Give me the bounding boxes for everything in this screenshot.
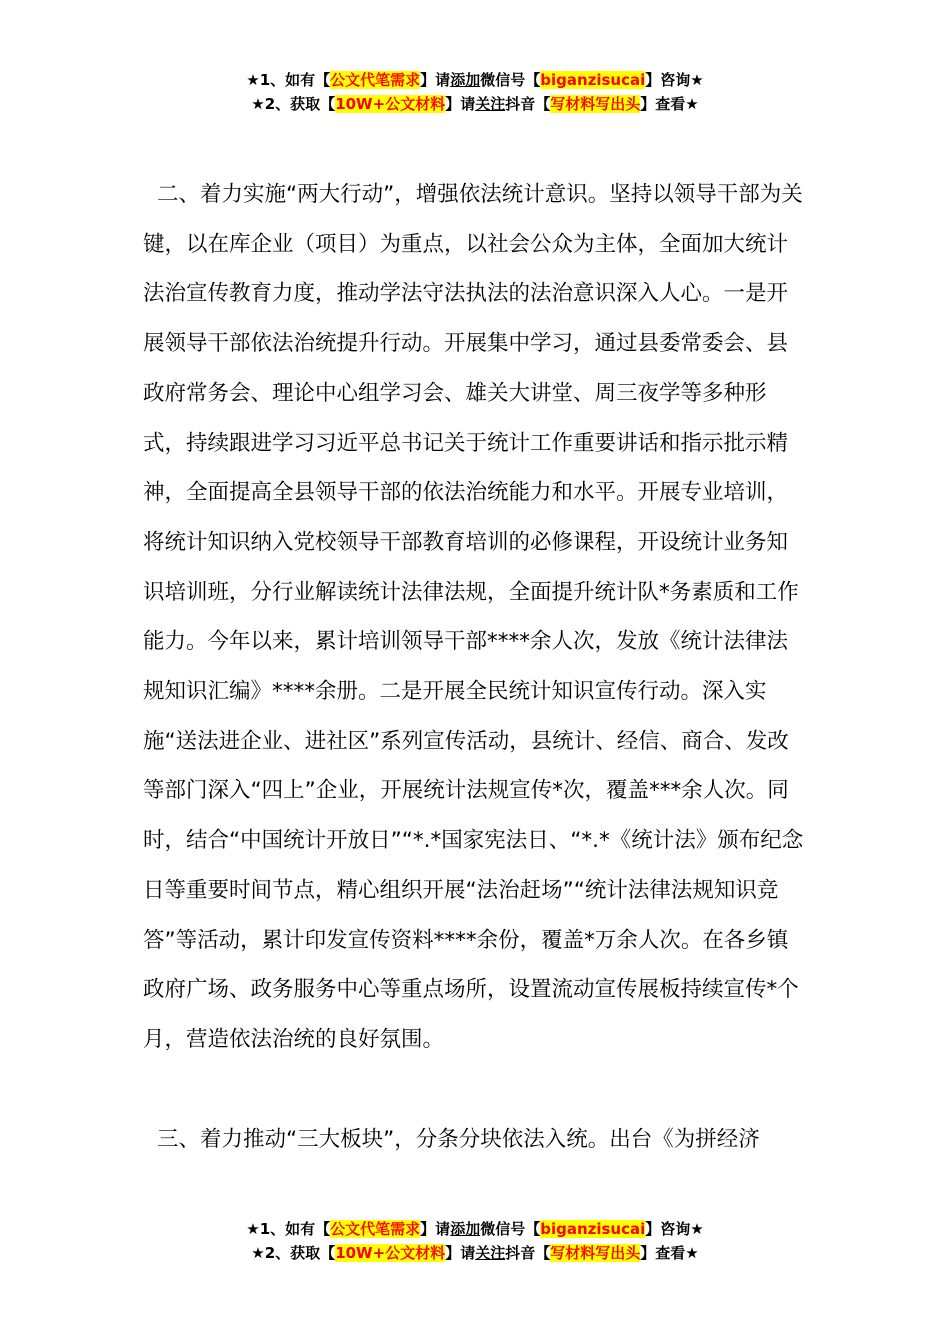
banner-text: 抖音【 xyxy=(505,95,551,113)
banner-line-1 xyxy=(0,68,950,92)
banner-highlight-materials: 10W+公文材料 xyxy=(335,1244,446,1262)
paragraph-section-3: 三、着力推动“三大板块”，分条分块依法入统。出台《为拼经济 xyxy=(157,1126,760,1152)
footer-banner xyxy=(0,1217,950,1265)
document-body xyxy=(143,170,807,1164)
banner-text: 】咨询★ xyxy=(645,1220,704,1238)
banner-emphasis: 关注 xyxy=(475,1244,506,1262)
paragraph-section-2: 二、着力实施“两大行动”，增强依法统计意识。坚持以领导干部为关键，以在库企业（项目）为重点，以社会公众为主体，全面加大统计法治宣传教育力度，推动学法守法执法的法治意识深入人心。一是开展领导干部依法治统提升行动。开展集中学习，通过县委常委会、县政府常务会、理论中心组学习会、雄关大讲堂、周三夜学等多种形式，持续跟进学习习近平总书记关于统计工作重要讲话和指示批示精神，全面提高全县领导干部的依法治统能力和水平。开展专业培训，将统计知识纳入党校领导干部教育培训的必修课程，开设统计业务知识培训班，分行业解读统计法律法规，全面提升统计队*务素质和工作能力。今年以来，累计培训领导干部****余人次，发放《统计法律法规知识汇编》****余册。二是开展全民统计知识宣传行动。深入实施“送法进企业、进社区”系列宣传活动，县统计、经信、商合、发改等部门深入“四上”企业，开展统计法规宣传*次，覆盖***余人次。同时，结合“中国统计开放日”“*.*国家宪法日、“*.*《统计法》颁布纪念日等重要时间节点，精心组织开展“法治赶场”“统计法律法规知识竞答”等活动，累计印发宣传资料****余份，覆盖*万余人次。在各乡镇政府广场、政务服务中心等重点场所，设置流动宣传展板持续宣传*个月，营造依法治统的良好氛围。 xyxy=(143,182,804,1052)
banner-text: 微信号【 xyxy=(480,71,541,89)
banner-text: ★2、获取【 xyxy=(251,95,336,113)
banner-highlight-service: 公文代笔需求 xyxy=(330,71,421,89)
banner-text: ★2、获取【 xyxy=(251,1244,336,1262)
banner-highlight-service: 公文代笔需求 xyxy=(330,1220,421,1238)
banner-highlight-materials: 10W+公文材料 xyxy=(335,95,446,113)
banner-highlight-wechat-id: biganzisucai xyxy=(540,71,646,89)
banner-text: 】查看★ xyxy=(640,1244,699,1262)
banner-highlight-douyin: 写材料写出头 xyxy=(550,1244,641,1262)
banner-text: 】查看★ xyxy=(640,95,699,113)
banner-line-1 xyxy=(0,1217,950,1241)
banner-text: 】请 xyxy=(445,1244,476,1262)
banner-text: 】请 xyxy=(420,1220,451,1238)
banner-emphasis: 添加 xyxy=(450,1220,481,1238)
banner-text: 微信号【 xyxy=(480,1220,541,1238)
header-banner xyxy=(0,68,950,116)
banner-text: 】请 xyxy=(420,71,451,89)
banner-highlight-wechat-id: biganzisucai xyxy=(540,1220,646,1238)
banner-text: 抖音【 xyxy=(505,1244,551,1262)
banner-line-2 xyxy=(0,1241,950,1265)
banner-emphasis: 关注 xyxy=(475,95,506,113)
banner-emphasis: 添加 xyxy=(450,71,481,89)
banner-text: 】请 xyxy=(445,95,476,113)
banner-text: ★1、如有【 xyxy=(246,1220,331,1238)
banner-text: 】咨询★ xyxy=(645,71,704,89)
banner-text: ★1、如有【 xyxy=(246,71,331,89)
banner-line-2 xyxy=(0,92,950,116)
banner-highlight-douyin: 写材料写出头 xyxy=(550,95,641,113)
